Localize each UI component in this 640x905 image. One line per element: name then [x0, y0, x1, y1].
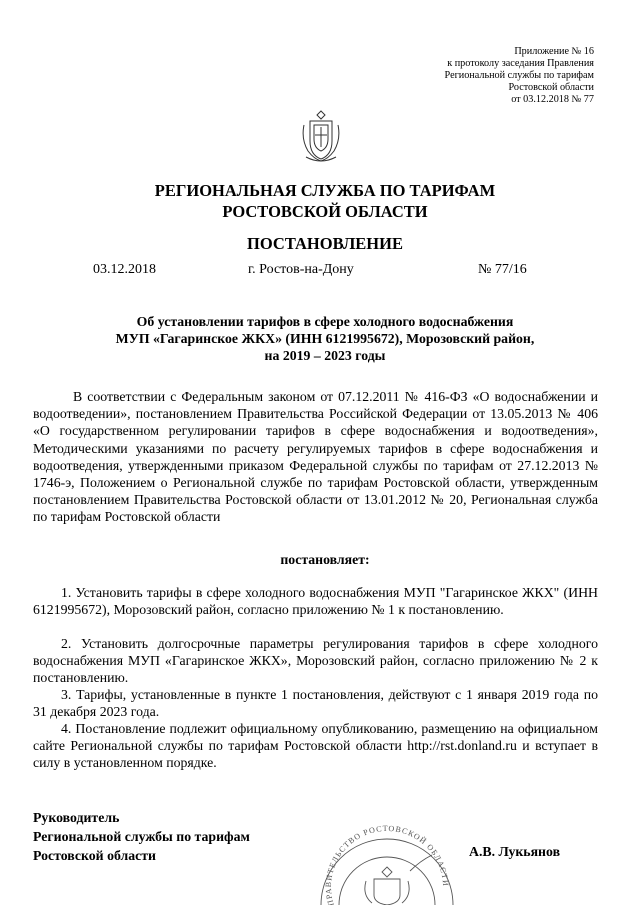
svg-text:ПРАВИТЕЛЬСТВО РОСТОВСКОЙ ОБЛАС [324, 824, 450, 905]
annex-line: Ростовской области [508, 82, 594, 93]
annex-note [344, 46, 594, 106]
annex-line: Приложение № 16 [514, 46, 594, 57]
decree-item: 2. Установить долгосрочные параметры регулирования тарифов в сфере холодного водоснабжения МУП «Гагаринское ЖКХ», Морозовский район, согласно приложению № 2 к постановлению. [33, 636, 598, 686]
preamble-paragraph: В соответствии с Федеральным законом от 07.12.2011 № 416-ФЗ «О водоснабжении и водоотведении», постановлением Правительства Российской Федерации от 13.05.2013 № 406 «О государственном регулировании тарифов в сфере водоснабжения и водоотведения», Методическими указаниями по расчету регулируемых тарифов в сфере водоснабжения и водоотведения, утвержденными приказом Федеральной службы по тарифам от 27.12.2013 № 1746-э, Положением о Региональной службе по тарифам Ростовской области, утвержденным постановлением Правительства Ростовской области от 13.01.2012 № 20, Региональная служба по тарифам Ростовской области [33, 389, 598, 525]
annex-line: от 03.12.2018 № 77 [511, 94, 594, 105]
signatory-title [33, 808, 250, 865]
decree-item: 1. Установить тарифы в сфере холодного водоснабжения МУП "Гагаринское ЖКХ" (ИНН 6121995672), Морозовский район, согласно приложению № 1 к постановлению. [33, 585, 598, 618]
coat-of-arms-icon [298, 107, 344, 167]
signatory-line: Руководитель [33, 810, 120, 825]
document-number: № 77/16 [478, 262, 527, 277]
signatory-line: Региональной службы по тарифам [33, 829, 250, 844]
annex-line: к протоколу заседания Правления [447, 58, 594, 69]
document-subject [60, 313, 590, 364]
decree-item: 4. Постановление подлежит официальному опубликованию, размещению на официальном сайте Региональной службы по тарифам Ростовской области http://rst.donland.ru и вступает в силу в установленном порядке. [33, 721, 598, 771]
subject-line: на 2019 – 2023 годы [264, 348, 386, 363]
signatory-line: Ростовской области [33, 848, 157, 863]
subject-line: Об установлении тарифов в сфере холодного водоснабжения [136, 314, 514, 329]
organization-name [60, 180, 590, 222]
official-seal-icon [314, 793, 460, 905]
seal-text: ПРАВИТЕЛЬСТВО РОСТОВСКОЙ ОБЛАСТИ [323, 823, 451, 905]
org-line: РОСТОВСКОЙ ОБЛАСТИ [222, 202, 428, 221]
signatory-name: А.В. Лукьянов [469, 844, 561, 859]
org-line: РЕГИОНАЛЬНАЯ СЛУЖБА ПО ТАРИФАМ [154, 181, 496, 200]
decree-word: постановляет: [280, 552, 370, 567]
document-date: 03.12.2018 [93, 262, 156, 277]
document-type: ПОСТАНОВЛЕНИЕ [247, 234, 403, 253]
subject-line: МУП «Гагаринское ЖКХ» (ИНН 6121995672), Морозовский район, [115, 331, 535, 346]
decree-item: 3. Тарифы, установленные в пункте 1 постановления, действуют с 1 января 2019 года по 31 декабря 2023 года. [33, 687, 598, 720]
annex-line: Региональной службы по тарифам [444, 70, 594, 81]
document-city: г. Ростов-на-Дону [248, 262, 354, 277]
